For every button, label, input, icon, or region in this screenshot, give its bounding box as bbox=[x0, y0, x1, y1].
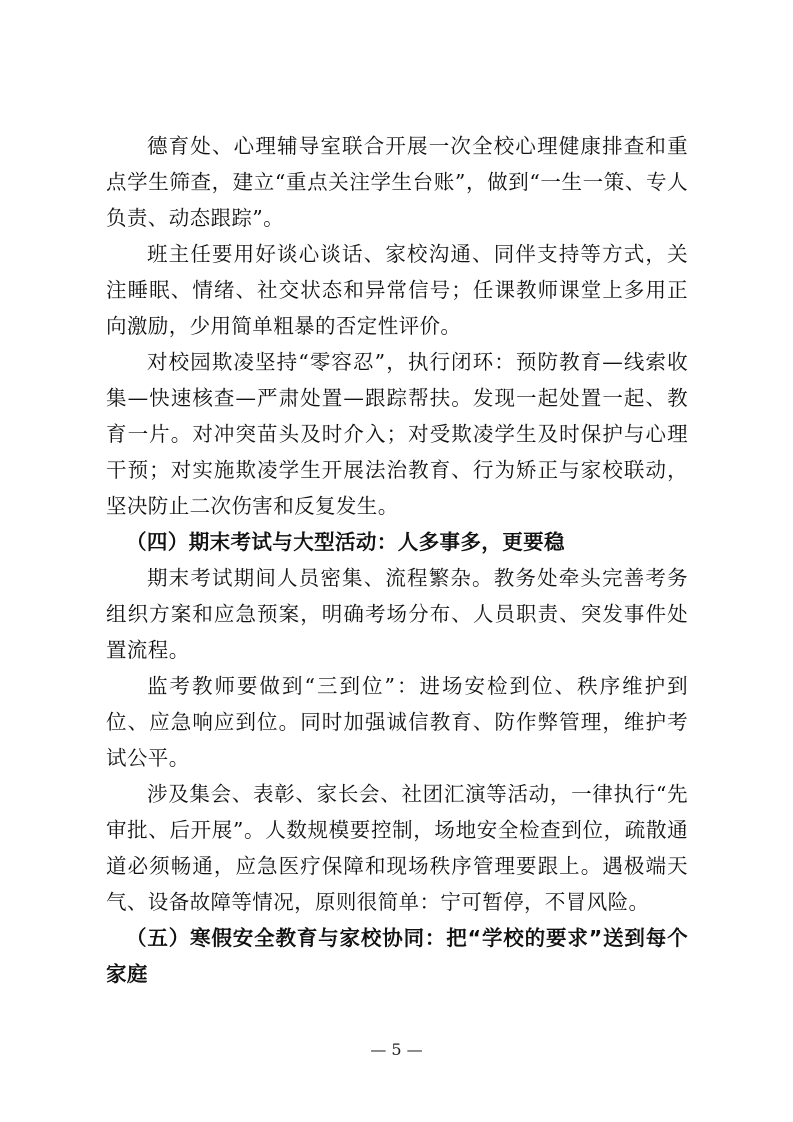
section-heading-winter-break: （五）寒假安全教育与家校协同：把“学校的要求”送到每个家庭 bbox=[106, 926, 688, 986]
page-number: — 5 — bbox=[370, 1040, 423, 1059]
paragraph-anti-bullying: 对校园欺凌坚持“零容忍”，执行闭环：预防教育—线索收集—快速核查—严肃处置—跟踪帮扶。发现一起处置一起、教育一片。对冲突苗头及时介入；对受欺凌学生及时保护与心理干预；对实施欺凌学生开展法治教育、行为矫正与家校联动，坚决防止二次伤害和反复发生。 bbox=[106, 350, 688, 518]
paragraph-proctor-duties: 监考教师要做到“三到位”：进场安检到位、秩序维护到位、应急响应到位。同时加强诚信教育、防作弊管理，维护考试公平。 bbox=[106, 674, 688, 770]
document-body bbox=[106, 128, 688, 992]
section-heading-exams-activities: （四）期末考试与大型活动：人多事多，更要稳 bbox=[126, 530, 565, 554]
paragraph-class-teacher-care: 班主任要用好谈心谈话、家校沟通、同伴支持等方式，关注睡眠、情绪、社交状态和异常信号；任课教师课堂上多用正向激励，少用简单粗暴的否定性评价。 bbox=[106, 242, 688, 338]
paragraph-large-events: 涉及集会、表彰、家长会、社团汇演等活动，一律执行“先审批、后开展”。人数规模要控制，场地安全检查到位，疏散通道必须畅通，应急医疗保障和现场秩序管理要跟上。遇极端天气、设备故障等情况，原则很简单：宁可暂停，不冒风险。 bbox=[106, 782, 688, 914]
paragraph-mental-health-screening: 德育处、心理辅导室联合开展一次全校心理健康排查和重点学生筛查，建立“重点关注学生台账”，做到“一生一策、专人负责、动态跟踪”。 bbox=[106, 134, 688, 230]
paragraph-exam-organization: 期末考试期间人员密集、流程繁杂。教务处牵头完善考务组织方案和应急预案，明确考场分布、人员职责、突发事件处置流程。 bbox=[106, 566, 688, 662]
